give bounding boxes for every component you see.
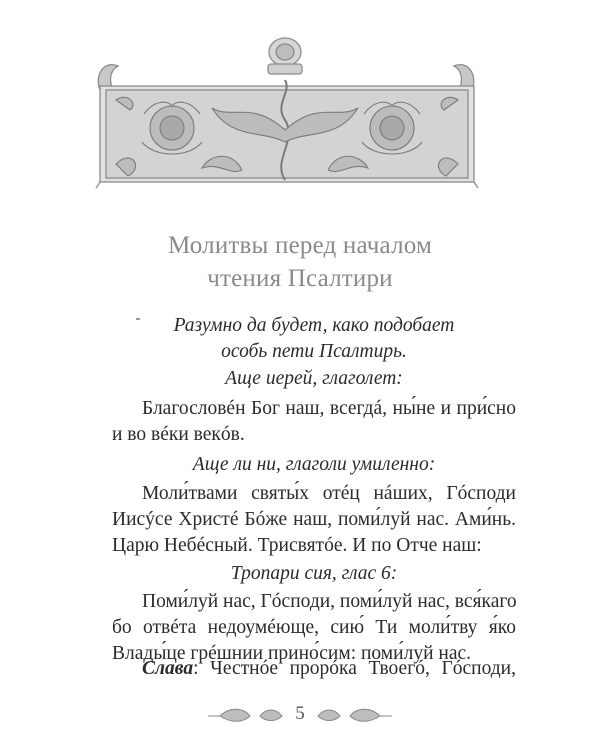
ornamental-headpiece xyxy=(92,30,482,190)
glory-rest: : Честнóе прорóка Твоегó, Гóсподи, xyxy=(193,658,516,679)
paragraph-line xyxy=(112,656,516,682)
intro-line-1: Разумно да будет, како подобает xyxy=(173,315,455,336)
paragraph-prayers xyxy=(112,481,516,559)
paragraph-blessing xyxy=(112,396,516,448)
paragraph-line: и во вéки векóв. xyxy=(112,424,245,445)
paragraph-glory xyxy=(112,656,516,682)
rubric-troparia-text: Тропари сия, глас 6: xyxy=(230,563,398,584)
paragraph-line: Влады́це грéшнии прино́сим: поми́луй нас. xyxy=(112,643,471,664)
paragraph-line: бо отвéта недоумéюще, сию́ Ти моли́тву я́ко xyxy=(112,617,516,638)
page-title xyxy=(0,229,600,295)
paragraph-line: Царю Небéсный. Трисвятóе. И по Отче наш: xyxy=(112,535,482,556)
glory-lead: Слава xyxy=(142,658,194,679)
rubric-troparia xyxy=(112,561,516,587)
paragraph-line: Благословéн Бог наш, всегдá, ны́не и при́сно xyxy=(142,398,516,419)
paragraph-line: Иисýсе Христé Бóже наш, поми́луй нас. Ами́нь. xyxy=(112,509,516,530)
intro-rubric xyxy=(112,313,516,365)
intro-line-2: особь пети Псалтирь. xyxy=(221,341,407,362)
page-number: 5 xyxy=(295,703,305,724)
paragraph-line: Моли́твами святы́х отéц нáших, Гóсподи xyxy=(142,483,516,504)
paragraph-line: Поми́луй нас, Гóсподи, поми́луй нас, вся́каго xyxy=(142,591,517,612)
title-line-1: Молитвы перед началом xyxy=(167,232,432,259)
title-line-2: чтения Псалтири xyxy=(207,265,393,292)
rubric-priest-text: Аще иерей, глаголет: xyxy=(225,368,403,389)
rubric-priest xyxy=(112,366,516,392)
rubric-lay-text: Аще ли ни, глаголи умиленно: xyxy=(192,454,436,475)
rubric-lay xyxy=(112,452,516,478)
